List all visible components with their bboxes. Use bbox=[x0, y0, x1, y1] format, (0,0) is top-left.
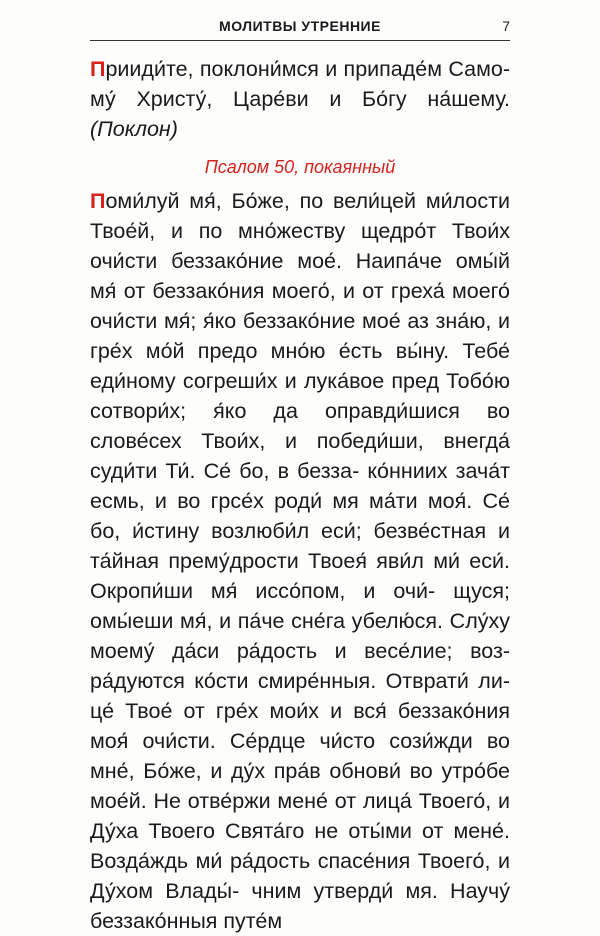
prayer-text: рииди́те, поклони́мся и припаде́м Само- му́ Христу́, Царе́ви и Бо́гу на́шему. bbox=[90, 57, 510, 111]
page-body bbox=[90, 54, 510, 936]
rubric-bow: (Поклон) bbox=[90, 117, 178, 141]
prayer-paragraph bbox=[90, 54, 510, 144]
running-header bbox=[90, 18, 510, 41]
psalm-paragraph bbox=[90, 186, 510, 936]
psalm-text: оми́луй мя́, Бо́же, по вели́цей ми́лости Твое́й, и по мно́жеству щедро́т Твои́х очи́сти беззако́ние мое́. Наипа́че омы́й мя́ от беззако́ния моего́, и от греха́ моего́ очи́сти мя́; я́ко беззако́ние мое́ аз зна́ю, и гре́х мо́й предо мно́ю е́сть вы́ну. Тебе́ еди́ному согреши́х и лука́вое пред Тобо́ю сотвори́х; я́ко да оправди́шися во слове́сех Твои́х, и победи́ши, внегда́ суди́ти Ти́. Се́ бо, в безза- ко́нниих зача́т есмь, и во грсе́х роди́ мя ма́ти моя́. Се́ бо, и́стину возлюби́л еси́; безве́стная и та́йная прему́дрости Твоея́ яви́л ми́ еси́. Окропи́ши мя́ иссо́пом, и очи́- щуся; омы́еши мя́, и па́че сне́га убелю́ся. Слу́ху моему́ да́си ра́дость и весе́лие; воз- ра́дуются ко́сти смире́нныя. Отврати́ ли- це́ Твое́ от гре́х мои́х и вся́ беззако́ния моя́ очи́сти. Се́рдце чи́сто сози́жди во мне́, Бо́же, и ду́х пра́в обнови́ во утро́бе мое́й. Не отве́ржи мене́ от лица́ Твоего́, и Ду́ха Твоего Свята́го не оты́ми от мене́. Возда́ждь ми́ ра́дость спасе́ния Твоего́, и Ду́хом Влады́- чним утверди́ мя. Научу́ беззако́нныя путе́м bbox=[90, 189, 510, 933]
psalm-heading: Псалом 50, покаянный bbox=[204, 157, 396, 177]
drop-initial: П bbox=[90, 57, 106, 81]
page-number: 7 bbox=[502, 18, 510, 34]
running-title: МОЛИТВЫ УТРЕННИЕ bbox=[219, 18, 381, 34]
drop-initial: П bbox=[90, 189, 106, 213]
